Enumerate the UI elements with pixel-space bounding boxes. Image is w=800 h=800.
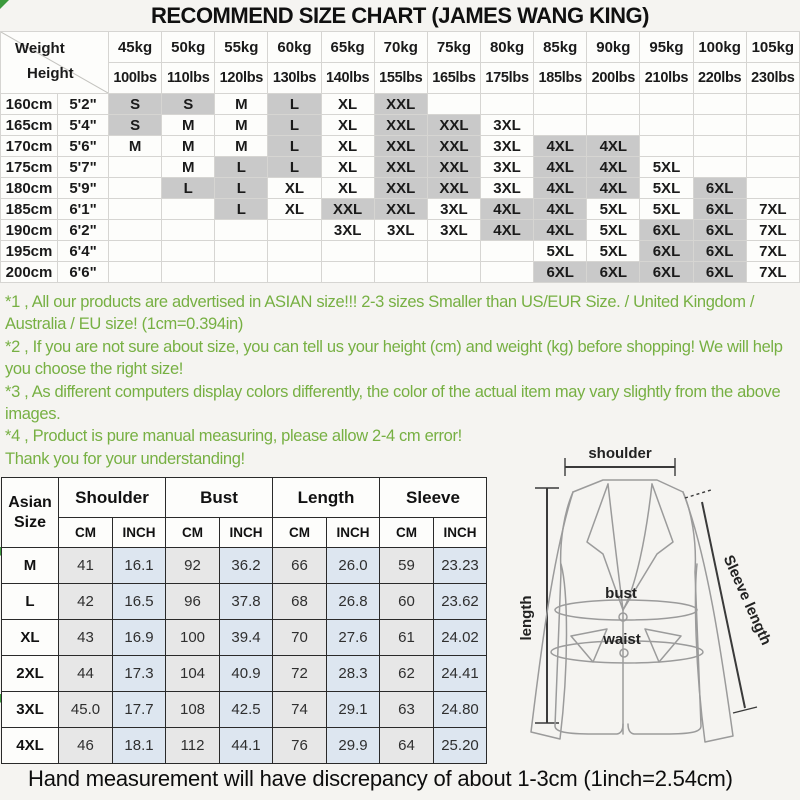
note-1: *1 , All our products are advertised in ASIAN size!!! 2-3 sizes Smaller than US/EUR Size. / United Kingdom / Australia / EU size! (1cm=0.394in) bbox=[5, 293, 755, 334]
size-cell: 6XL bbox=[534, 262, 587, 283]
size-cell-empty bbox=[640, 136, 693, 157]
height-ft-cell: 5'6" bbox=[58, 136, 109, 157]
measure-unit-header: CM bbox=[273, 518, 327, 548]
size-cell: 6XL bbox=[587, 262, 640, 283]
measure-group-header: Bust bbox=[166, 478, 273, 518]
weight-lbs-header: 155lbs bbox=[374, 63, 427, 94]
measurement-row bbox=[2, 692, 487, 728]
note-3: *3 , As different computers display colors differently, the color of the actual item may vary slightly from the above images. bbox=[5, 382, 781, 424]
weight-lbs-header: 230lbs bbox=[746, 63, 799, 94]
height-ft-cell: 6'2" bbox=[58, 220, 109, 241]
size-cell-empty bbox=[109, 199, 162, 220]
size-cell: M bbox=[162, 157, 215, 178]
weight-kg-header-row bbox=[1, 32, 800, 63]
footer-note: Hand measurement will have discrepancy of about 1-3cm (1inch=2.54cm) bbox=[28, 766, 733, 791]
measure-value-cell: 59 bbox=[380, 548, 434, 584]
size-cell: 6XL bbox=[693, 178, 746, 199]
size-cell-empty bbox=[693, 157, 746, 178]
size-cell-empty bbox=[162, 199, 215, 220]
measure-value-cell: 25.20 bbox=[434, 728, 487, 764]
size-cell-empty bbox=[109, 178, 162, 199]
size-cell: L bbox=[268, 94, 321, 115]
weight-kg-header: 100kg bbox=[693, 32, 746, 63]
size-cell-empty bbox=[215, 220, 268, 241]
measure-value-cell: 16.9 bbox=[113, 620, 166, 656]
size-cell: 5XL bbox=[587, 220, 640, 241]
jacket-body-outline bbox=[555, 492, 701, 734]
weight-kg-header: 105kg bbox=[746, 32, 799, 63]
size-cell: XXL bbox=[374, 94, 427, 115]
jacket-measure-diagram bbox=[495, 440, 800, 770]
size-cell: M bbox=[162, 136, 215, 157]
size-cell: 5XL bbox=[640, 178, 693, 199]
weight-lbs-header: 120lbs bbox=[215, 63, 268, 94]
size-chart-row bbox=[1, 241, 800, 262]
measure-value-cell: 92 bbox=[166, 548, 220, 584]
measure-group-header: Sleeve bbox=[380, 478, 487, 518]
size-cell-empty bbox=[480, 262, 533, 283]
size-cell: XXL bbox=[374, 178, 427, 199]
asian-size-corner-cell bbox=[2, 478, 59, 548]
measure-value-cell: 76 bbox=[273, 728, 327, 764]
measure-value-cell: 68 bbox=[273, 584, 327, 620]
size-cell: 4XL bbox=[587, 157, 640, 178]
size-cell-empty bbox=[109, 241, 162, 262]
size-cell: XL bbox=[321, 157, 374, 178]
size-cell-empty bbox=[746, 157, 799, 178]
size-cell: 7XL bbox=[746, 241, 799, 262]
size-cell-empty bbox=[427, 262, 480, 283]
measurement-row bbox=[2, 548, 487, 584]
weight-lbs-header-row bbox=[1, 63, 800, 94]
size-cell: S bbox=[162, 94, 215, 115]
height-cm-cell: 165cm bbox=[1, 115, 58, 136]
measure-value-cell: 44 bbox=[59, 656, 113, 692]
shoulder-label: shoulder bbox=[588, 445, 652, 462]
recommend-size-chart-table bbox=[0, 31, 800, 283]
height-ft-cell: 6'1" bbox=[58, 199, 109, 220]
size-chart-row bbox=[1, 220, 800, 241]
measure-value-cell: 28.3 bbox=[327, 656, 380, 692]
measure-value-cell: 70 bbox=[273, 620, 327, 656]
weight-kg-header: 65kg bbox=[321, 32, 374, 63]
size-cell-empty bbox=[215, 241, 268, 262]
size-cell-empty bbox=[693, 115, 746, 136]
measure-size-cell: XL bbox=[2, 620, 59, 656]
size-cell: 6XL bbox=[693, 262, 746, 283]
size-cell-empty bbox=[693, 94, 746, 115]
size-cell-empty bbox=[162, 220, 215, 241]
size-cell-empty bbox=[427, 241, 480, 262]
weight-kg-header: 85kg bbox=[534, 32, 587, 63]
measure-value-cell: 61 bbox=[380, 620, 434, 656]
measure-value-cell: 16.5 bbox=[113, 584, 166, 620]
height-cm-cell: 195cm bbox=[1, 241, 58, 262]
size-cell: 6XL bbox=[693, 220, 746, 241]
length-label: length bbox=[518, 595, 535, 641]
size-cell: 5XL bbox=[587, 199, 640, 220]
size-cell-empty bbox=[162, 241, 215, 262]
asian-label: Asian bbox=[8, 493, 52, 511]
height-ft-cell: 5'4" bbox=[58, 115, 109, 136]
measure-value-cell: 66 bbox=[273, 548, 327, 584]
size-cell: 4XL bbox=[480, 220, 533, 241]
jacket-bottom-button bbox=[620, 649, 628, 657]
height-cm-cell: 185cm bbox=[1, 199, 58, 220]
size-cell: 5XL bbox=[640, 199, 693, 220]
size-cell-empty bbox=[162, 262, 215, 283]
size-cell: S bbox=[109, 94, 162, 115]
measure-unit-header: CM bbox=[59, 518, 113, 548]
size-cell: 4XL bbox=[480, 199, 533, 220]
size-cell: XXL bbox=[427, 115, 480, 136]
measure-value-cell: 17.3 bbox=[113, 656, 166, 692]
measure-value-cell: 42 bbox=[59, 584, 113, 620]
size-cell-empty bbox=[587, 94, 640, 115]
weight-kg-header: 90kg bbox=[587, 32, 640, 63]
height-ft-cell: 6'6" bbox=[58, 262, 109, 283]
size-cell: L bbox=[268, 115, 321, 136]
height-cm-cell: 170cm bbox=[1, 136, 58, 157]
measure-unit-header: CM bbox=[380, 518, 434, 548]
size-cell: XXL bbox=[427, 136, 480, 157]
measure-value-cell: 42.5 bbox=[220, 692, 273, 728]
height-cm-cell: 190cm bbox=[1, 220, 58, 241]
size-cell: XXL bbox=[374, 199, 427, 220]
measure-value-cell: 41 bbox=[59, 548, 113, 584]
measure-value-cell: 112 bbox=[166, 728, 220, 764]
measure-unit-header: INCH bbox=[113, 518, 166, 548]
measure-unit-header: CM bbox=[166, 518, 220, 548]
size-cell: 7XL bbox=[746, 199, 799, 220]
size-cell: M bbox=[215, 115, 268, 136]
weight-lbs-header: 130lbs bbox=[268, 63, 321, 94]
weight-lbs-header: 165lbs bbox=[427, 63, 480, 94]
measure-unit-header: INCH bbox=[434, 518, 487, 548]
corner-height-label: Height bbox=[27, 65, 74, 82]
size-cell-empty bbox=[480, 241, 533, 262]
weight-lbs-header: 220lbs bbox=[693, 63, 746, 94]
measure-value-cell: 100 bbox=[166, 620, 220, 656]
measure-group-header-row bbox=[2, 478, 487, 518]
measure-value-cell: 24.41 bbox=[434, 656, 487, 692]
size-cell: XL bbox=[321, 94, 374, 115]
size-chart-row bbox=[1, 94, 800, 115]
weight-lbs-header: 210lbs bbox=[640, 63, 693, 94]
measure-value-cell: 104 bbox=[166, 656, 220, 692]
measure-group-header: Shoulder bbox=[59, 478, 166, 518]
size-cell: 4XL bbox=[534, 199, 587, 220]
height-cm-cell: 200cm bbox=[1, 262, 58, 283]
note-thanks: Thank you for your understanding! bbox=[5, 449, 245, 468]
measure-value-cell: 72 bbox=[273, 656, 327, 692]
measure-value-cell: 24.02 bbox=[434, 620, 487, 656]
size-cell: L bbox=[215, 199, 268, 220]
size-cell: 3XL bbox=[480, 157, 533, 178]
measure-value-cell: 24.80 bbox=[434, 692, 487, 728]
size-cell: 6XL bbox=[693, 199, 746, 220]
measure-unit-header: INCH bbox=[327, 518, 380, 548]
size-cell-empty bbox=[746, 115, 799, 136]
sleeve-tick-top bbox=[685, 490, 711, 498]
size-cell: L bbox=[215, 157, 268, 178]
measurement-row bbox=[2, 620, 487, 656]
weight-kg-header: 70kg bbox=[374, 32, 427, 63]
size-cell-empty bbox=[321, 262, 374, 283]
note-2: *2 , If you are not sure about size, you can tell us your height (cm) and weight (kg) before shopping! We will help you choose the right size! bbox=[5, 337, 783, 379]
size-cell: 6XL bbox=[693, 241, 746, 262]
size-cell-empty bbox=[746, 136, 799, 157]
page-title: RECOMMEND SIZE CHART (JAMES WANG KING) bbox=[151, 3, 649, 28]
size-cell: M bbox=[162, 115, 215, 136]
measure-value-cell: 43 bbox=[59, 620, 113, 656]
measure-value-cell: 17.7 bbox=[113, 692, 166, 728]
measure-size-cell: 2XL bbox=[2, 656, 59, 692]
measure-value-cell: 29.9 bbox=[327, 728, 380, 764]
measure-value-cell: 29.1 bbox=[327, 692, 380, 728]
size-cell-empty bbox=[268, 220, 321, 241]
size-cell: XXL bbox=[321, 199, 374, 220]
measure-value-cell: 27.6 bbox=[327, 620, 380, 656]
height-ft-cell: 5'2" bbox=[58, 94, 109, 115]
size-cell: M bbox=[215, 94, 268, 115]
size-cell: 7XL bbox=[746, 220, 799, 241]
size-cell: XXL bbox=[427, 178, 480, 199]
measure-value-cell: 74 bbox=[273, 692, 327, 728]
weight-lbs-header: 200lbs bbox=[587, 63, 640, 94]
size-chart-row bbox=[1, 136, 800, 157]
size-label: Size bbox=[13, 513, 46, 531]
size-chart-row bbox=[1, 178, 800, 199]
size-cell-empty bbox=[480, 94, 533, 115]
weight-kg-header: 75kg bbox=[427, 32, 480, 63]
jacket-left-pocket bbox=[571, 629, 607, 662]
size-cell-empty bbox=[534, 94, 587, 115]
weight-kg-header: 55kg bbox=[215, 32, 268, 63]
size-cell: XL bbox=[268, 199, 321, 220]
size-cell: XL bbox=[321, 136, 374, 157]
size-chart-row bbox=[1, 115, 800, 136]
size-cell: 3XL bbox=[321, 220, 374, 241]
measure-value-cell: 23.62 bbox=[434, 584, 487, 620]
size-cell: M bbox=[215, 136, 268, 157]
size-cell: 3XL bbox=[374, 220, 427, 241]
size-cell: L bbox=[268, 157, 321, 178]
size-cell: 3XL bbox=[427, 220, 480, 241]
weight-kg-header: 45kg bbox=[109, 32, 162, 63]
measure-value-cell: 62 bbox=[380, 656, 434, 692]
size-cell-empty bbox=[268, 241, 321, 262]
weight-kg-header: 50kg bbox=[162, 32, 215, 63]
weight-height-corner-cell bbox=[1, 32, 109, 94]
measure-value-cell: 45.0 bbox=[59, 692, 113, 728]
size-cell-empty bbox=[534, 115, 587, 136]
measure-value-cell: 46 bbox=[59, 728, 113, 764]
size-cell-empty bbox=[374, 241, 427, 262]
jacket-collar-line bbox=[573, 480, 683, 492]
note-4: *4 , Product is pure manual measuring, please allow 2-4 cm error! bbox=[5, 427, 462, 446]
size-cell: XXL bbox=[374, 136, 427, 157]
size-cell: 6XL bbox=[640, 220, 693, 241]
measure-unit-header: INCH bbox=[220, 518, 273, 548]
measure-size-cell: 3XL bbox=[2, 692, 59, 728]
measure-value-cell: 23.23 bbox=[434, 548, 487, 584]
size-cell-empty bbox=[427, 94, 480, 115]
weight-lbs-header: 175lbs bbox=[480, 63, 533, 94]
measure-value-cell: 26.8 bbox=[327, 584, 380, 620]
size-cell: 6XL bbox=[640, 241, 693, 262]
size-chart-row bbox=[1, 199, 800, 220]
size-chart-row bbox=[1, 262, 800, 283]
measure-value-cell: 96 bbox=[166, 584, 220, 620]
measure-value-cell: 16.1 bbox=[113, 548, 166, 584]
measure-value-cell: 39.4 bbox=[220, 620, 273, 656]
measure-value-cell: 40.9 bbox=[220, 656, 273, 692]
size-cell-empty bbox=[746, 178, 799, 199]
size-cell-empty bbox=[109, 157, 162, 178]
weight-lbs-header: 185lbs bbox=[534, 63, 587, 94]
size-cell-empty bbox=[268, 262, 321, 283]
size-cell: XXL bbox=[374, 157, 427, 178]
bust-label: bust bbox=[605, 585, 637, 602]
size-cell: XL bbox=[321, 115, 374, 136]
size-cell: 6XL bbox=[640, 262, 693, 283]
measure-group-header: Length bbox=[273, 478, 380, 518]
size-cell: L bbox=[162, 178, 215, 199]
size-cell: 7XL bbox=[746, 262, 799, 283]
size-cell: 3XL bbox=[480, 115, 533, 136]
size-cell-empty bbox=[640, 115, 693, 136]
height-cm-cell: 180cm bbox=[1, 178, 58, 199]
corner-weight-label: Weight bbox=[15, 40, 65, 57]
size-cell: 4XL bbox=[534, 157, 587, 178]
measure-value-cell: 37.8 bbox=[220, 584, 273, 620]
weight-lbs-header: 110lbs bbox=[162, 63, 215, 94]
measurement-row bbox=[2, 656, 487, 692]
weight-kg-header: 95kg bbox=[640, 32, 693, 63]
measure-size-cell: M bbox=[2, 548, 59, 584]
weight-kg-header: 80kg bbox=[480, 32, 533, 63]
waist-label: waist bbox=[603, 631, 641, 648]
size-cell-empty bbox=[109, 220, 162, 241]
size-cell-empty bbox=[215, 262, 268, 283]
size-cell: XL bbox=[321, 178, 374, 199]
size-cell: M bbox=[109, 136, 162, 157]
measure-size-cell: 4XL bbox=[2, 728, 59, 764]
weight-lbs-header: 140lbs bbox=[321, 63, 374, 94]
height-cm-cell: 160cm bbox=[1, 94, 58, 115]
size-cell-empty bbox=[321, 241, 374, 262]
height-ft-cell: 5'7" bbox=[58, 157, 109, 178]
jacket-right-pocket bbox=[645, 629, 681, 662]
size-cell-empty bbox=[693, 136, 746, 157]
size-cell-empty bbox=[109, 262, 162, 283]
size-cell: S bbox=[109, 115, 162, 136]
size-cell: L bbox=[268, 136, 321, 157]
measure-value-cell: 44.1 bbox=[220, 728, 273, 764]
measurement-table bbox=[1, 477, 487, 764]
weight-lbs-header: 100lbs bbox=[109, 63, 162, 94]
size-cell: 5XL bbox=[640, 157, 693, 178]
size-cell: 3XL bbox=[480, 136, 533, 157]
measure-value-cell: 64 bbox=[380, 728, 434, 764]
measurement-row bbox=[2, 728, 487, 764]
size-cell: 3XL bbox=[480, 178, 533, 199]
measurement-row bbox=[2, 584, 487, 620]
size-cell: 4XL bbox=[587, 178, 640, 199]
size-cell-empty bbox=[640, 94, 693, 115]
measure-value-cell: 60 bbox=[380, 584, 434, 620]
measure-value-cell: 36.2 bbox=[220, 548, 273, 584]
size-cell: 4XL bbox=[534, 178, 587, 199]
size-cell-empty bbox=[374, 262, 427, 283]
sleeve-length-label: Sleeve length bbox=[719, 552, 775, 648]
size-cell: 5XL bbox=[587, 241, 640, 262]
measure-value-cell: 108 bbox=[166, 692, 220, 728]
measure-size-cell: L bbox=[2, 584, 59, 620]
size-cell: XL bbox=[268, 178, 321, 199]
size-cell: XXL bbox=[427, 157, 480, 178]
size-cell: 4XL bbox=[587, 136, 640, 157]
height-cm-cell: 175cm bbox=[1, 157, 58, 178]
sleeve-measure-line bbox=[702, 502, 745, 708]
weight-kg-header: 60kg bbox=[268, 32, 321, 63]
measure-unit-header-row bbox=[2, 518, 487, 548]
size-cell: L bbox=[215, 178, 268, 199]
measure-value-cell: 18.1 bbox=[113, 728, 166, 764]
size-cell: XXL bbox=[374, 115, 427, 136]
size-cell: 4XL bbox=[534, 220, 587, 241]
size-cell: 5XL bbox=[534, 241, 587, 262]
measure-value-cell: 63 bbox=[380, 692, 434, 728]
size-cell: 3XL bbox=[427, 199, 480, 220]
size-chart-row bbox=[1, 157, 800, 178]
height-ft-cell: 5'9" bbox=[58, 178, 109, 199]
size-cell-empty bbox=[746, 94, 799, 115]
measure-value-cell: 26.0 bbox=[327, 548, 380, 584]
height-ft-cell: 6'4" bbox=[58, 241, 109, 262]
size-cell: 4XL bbox=[534, 136, 587, 157]
size-cell-empty bbox=[587, 115, 640, 136]
